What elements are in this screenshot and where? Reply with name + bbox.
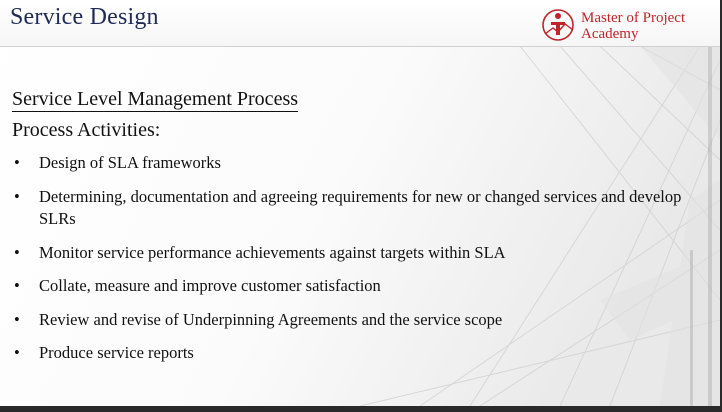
list-item-text: Review and revise of Underpinning Agreements and the service scope <box>39 310 503 329</box>
bullet-icon: • <box>14 187 20 206</box>
bullet-icon: • <box>14 153 20 172</box>
list-item-text: Produce service reports <box>39 343 194 362</box>
section-title: Service Level Management Process <box>12 88 299 110</box>
bullet-icon: • <box>14 276 20 295</box>
slide-title: Service Design <box>10 4 159 30</box>
list-item-text: Design of SLA frameworks <box>39 153 221 172</box>
logo-text-line1: Master of Project <box>581 10 686 26</box>
process-activities-label: Process Activities: <box>12 119 161 141</box>
bullet-icon: • <box>14 243 20 262</box>
bullet-icon: • <box>14 343 20 362</box>
bullet-icon: • <box>14 310 20 329</box>
list-item-text: Monitor service performance achievements against targets within SLA <box>39 243 506 262</box>
list-item-text: Determining, documentation and agreeing requirements for new or changed services and develop SLRs <box>39 187 682 228</box>
list-item-text: Collate, measure and improve customer satisfaction <box>39 276 381 295</box>
logo-text-line2: Academy <box>581 26 639 42</box>
